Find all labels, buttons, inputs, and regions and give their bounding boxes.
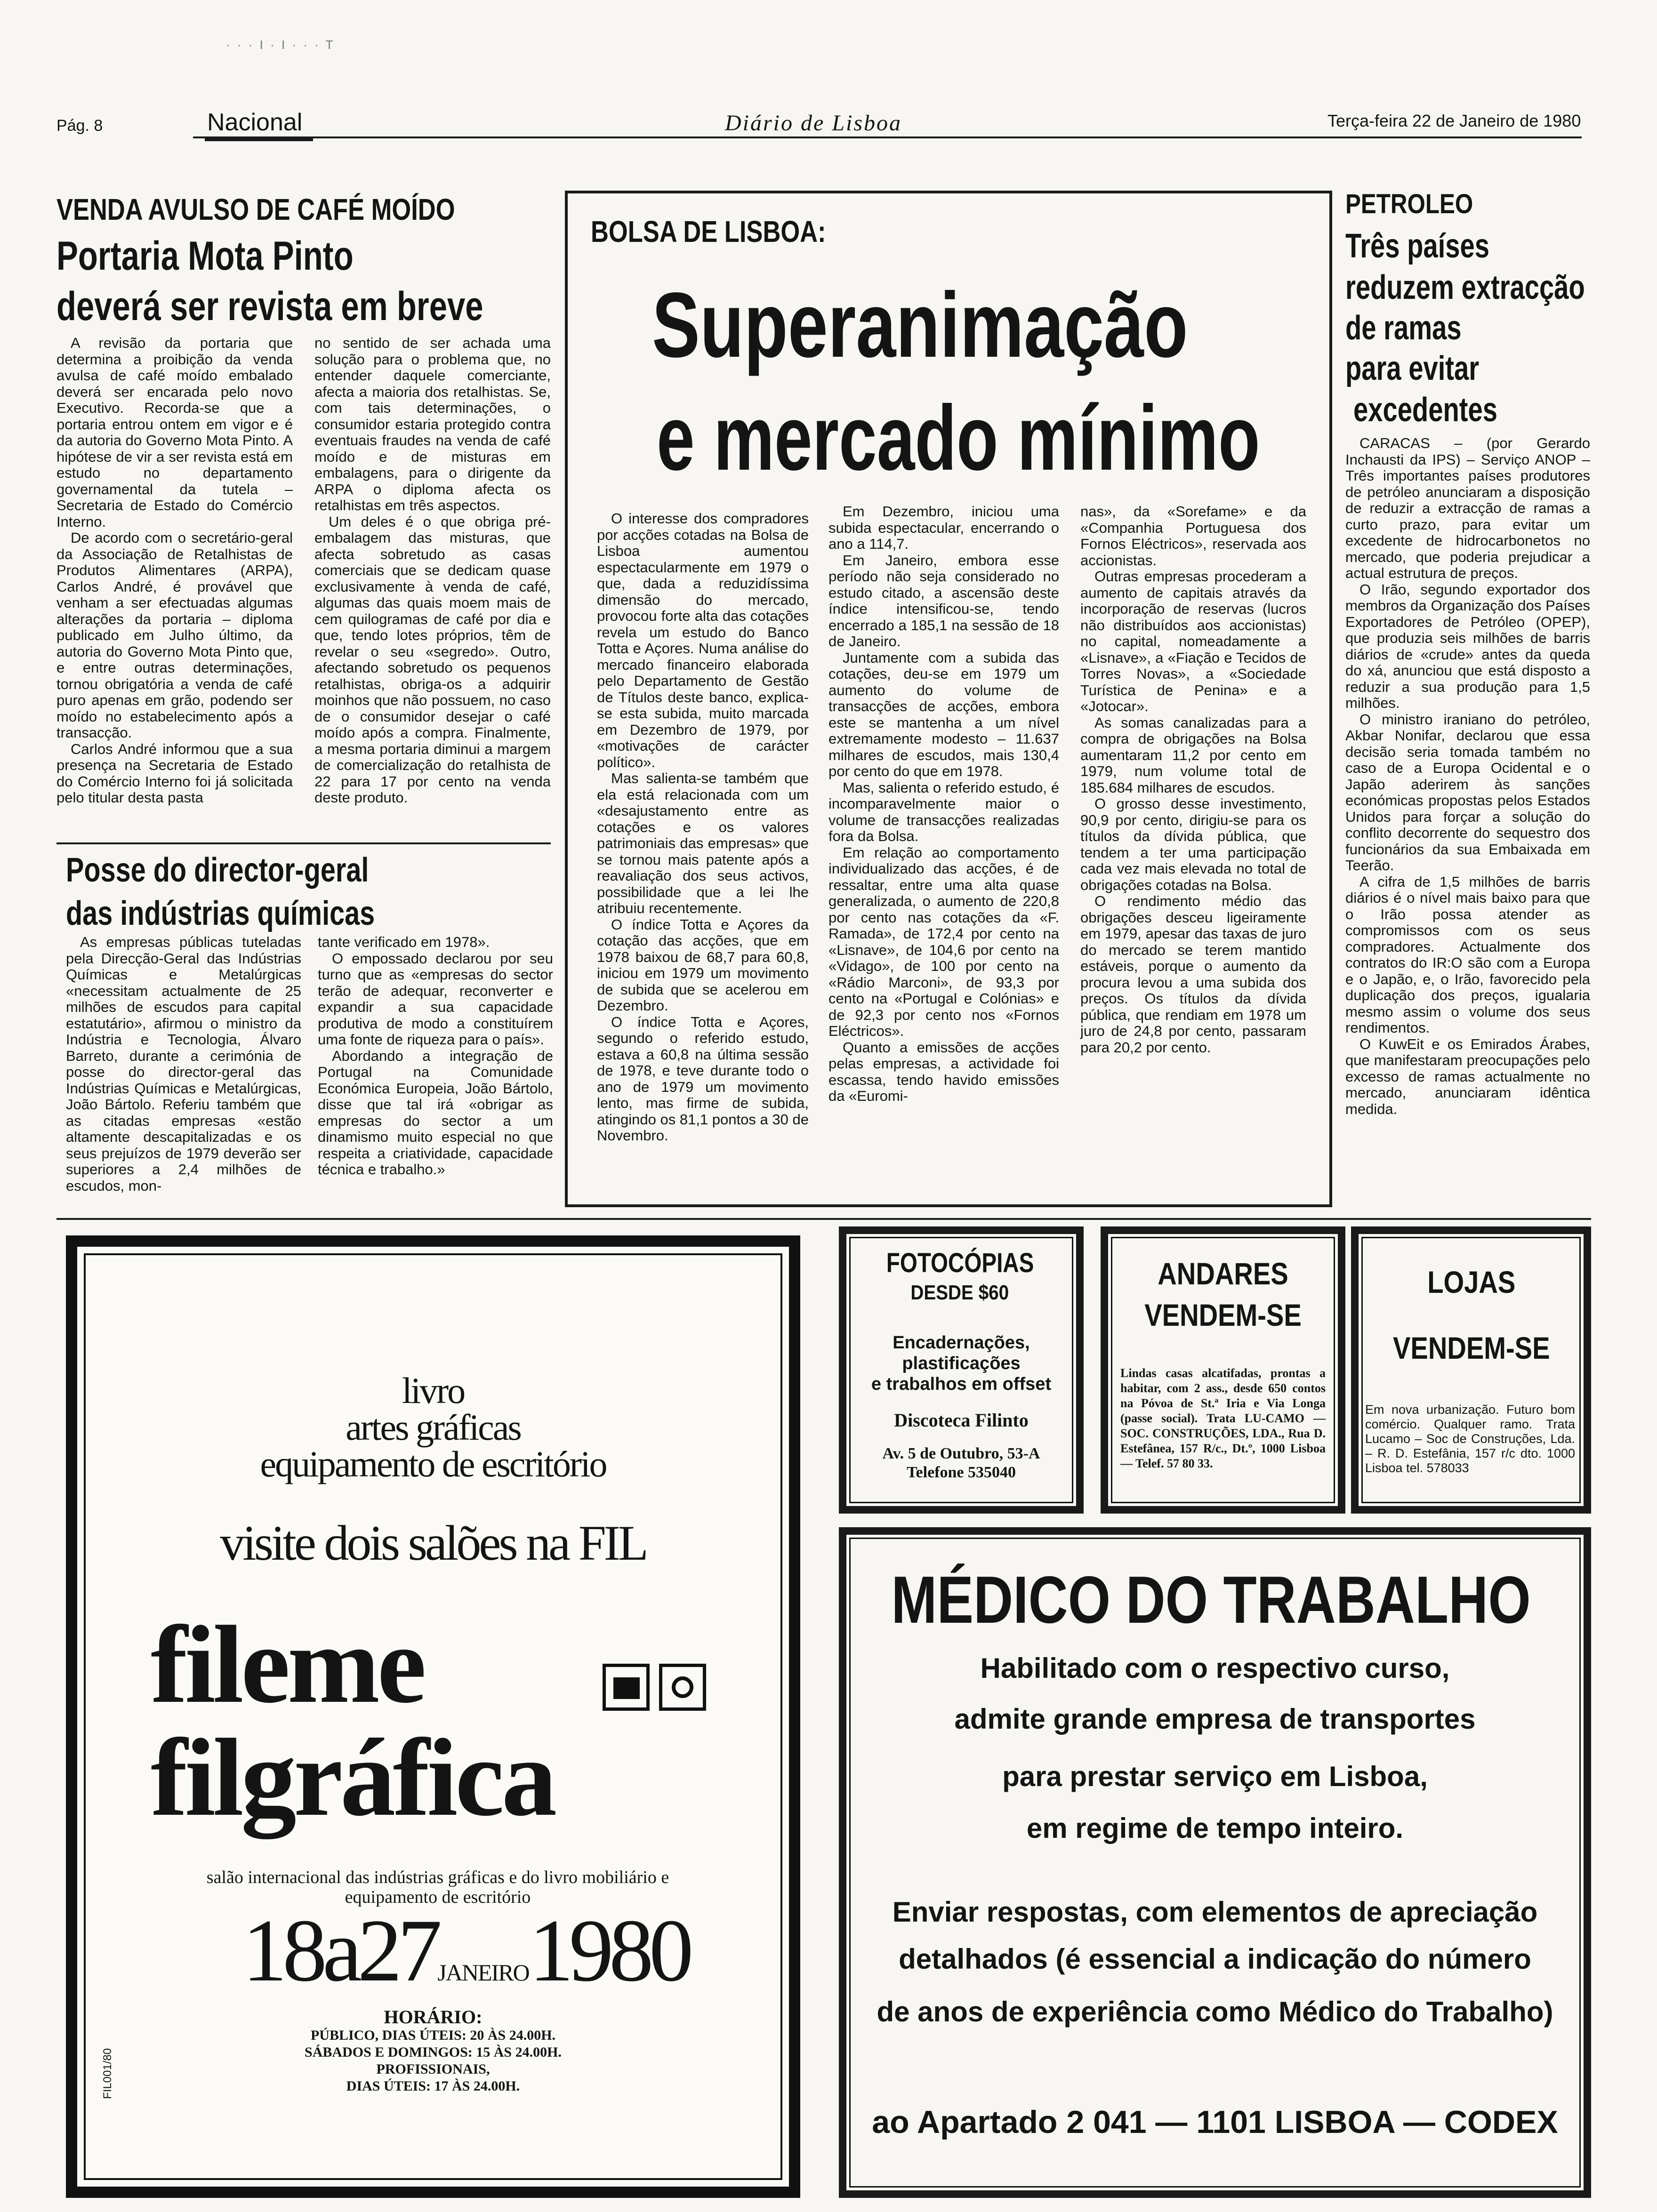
paragraph: As somas canalizadas para a compra de obrigações na Bolsa aumentaram 11,2 por cento em 1979, num volume total de 185.684 milhares de escudos.: [1080, 714, 1306, 796]
paragraph: O rendimento médio das obrigações desceu ligeiramente em 1979, apesar das taxas de juro do mercado se terem mantido estáveis, porque o aumento da procura levou a uma subida dos preços. Os títulos da dívida pública, que rendiam em 1978 um juro de 24,8 por cento, passaram para 20,2 por cento.: [1080, 893, 1306, 1056]
paragraph: O grosso desse investimento, 90,9 por cento, dirigiu-se para os títulos da dívida pública, que tendem a ter uma participação cada vez mais elevada no total de obrigações cotadas na Bolsa.: [1080, 795, 1306, 893]
horario-line: PÚBLICO, DIAS ÚTEIS: 20 ÀS 24.00H.: [310, 2028, 556, 2043]
section-underline: [205, 137, 313, 141]
filgrafica-line-3: equipamento de escritório: [260, 1443, 606, 1484]
andares-text: Lindas casas alcatifadas, prontas a habitar, com 2 ass., desde 650 contos na Póvoa de St.ª Iria e Via Longa (passe social). Trata LU-CAMO — SOC. CONSTRUÇÕES, LDA., Rua D. Estefânea, 157 R/c., Dt.º, 1000 Lisboa — Telef. 57 80 33.: [1120, 1366, 1326, 1470]
year: 1980: [529, 1901, 689, 2000]
paragraph: Em Janeiro, embora esse período não seja considerado no estudo citado, a ascensão deste índice intensificou-se, tendo encerrado a 185,1 na sessão de 18 de Janeiro.: [828, 552, 1059, 649]
lojas-text: Em nova urbanização. Futuro bom comércio. Qualquer ramo. Trata Lucamo – Soc de Construções, Lda. – R. D. Estefânia, 157 r/c dto. 1000 Lisboa tel. 578033: [1365, 1403, 1575, 1475]
fotocopias-phone: Telefone 535040: [906, 1464, 1016, 1481]
petroleo-headline-1: Três países: [1345, 227, 1489, 265]
horario-line: DIAS ÚTEIS: 17 ÀS 24.00H.: [346, 2078, 520, 2094]
paragraph: O KuwEit e os Emirados Árabes, que manifestaram preocupações pelo excesso de ramas actualmente no mercado, anunciaram idêntica medida.: [1345, 1035, 1590, 1117]
medico-line: admite grande empresa de transportes: [954, 1703, 1476, 1735]
medico-address: ao Apartado 2 041 — 1101 LISBOA — CODEX: [872, 2104, 1558, 2140]
paragraph: Em relação ao comportamento individualizado das acções, é de ressaltar, entre uma alta quase generalizada, o aumento de 220,8 por cento nas cotações da «F. Ramada», de 172,4 por cento na «Lisnave», de 104,6 por cento na «Vidago», de 100 por cento na «Rádio Marconi», de 93,3 por cento na «Portugal e Colónias» e de 92,3 por cento nos «Fornos Eléctricos».: [828, 844, 1059, 1039]
filgrafica-subtitle: salão internacional das indústrias gráficas e do livro mobiliário e equipamento de escritório: [206, 1867, 669, 1907]
paragraph: Quanto a emissões de acções pelas empresas, a actividade foi escassa, tendo havido emissões da «Euromi-: [828, 1039, 1059, 1104]
fotocopias-service: e trabalhos em offset: [871, 1374, 1052, 1394]
paragraph: O interesse dos compradores por acções cotadas na Bolsa de Lisboa aumentou espectacularmente em 1979 o que, dada a reduzidíssima dimensão do mercado, provocou forte alta das cotações revela um estudo do Banco Totta e Açores. Numa análise do mercado financeiro elaborada pelo Departamento de Gestão de Títulos deste banco, explica-se esta subida, muito marcada em Dezembro de 1979, por «motivações de carácter político».: [597, 510, 809, 770]
petroleo-kicker: PETROLEO: [1345, 189, 1473, 219]
andares-title-2: VENDEM-SE: [1144, 1298, 1302, 1332]
filgrafica-brand-1: fileme: [151, 1603, 424, 1726]
section-name: Nacional: [207, 109, 303, 136]
month: JANEIRO: [437, 1959, 529, 1986]
lojas-title-1: LOJAS: [1427, 1265, 1516, 1299]
paragraph: As empresas públicas tuteladas pela Direcção-Geral das Indústrias Químicas e Metalúrgicas «necessitam actualmente de 25 milhões de escudos para capital estatutário», afirmou o ministro da Indústria e Tecnologia, Álvaro Barreto, durante a cerimónia de posse do director-geral das Indústrias Químicas e Metalúrgicas, João Bártolo. Referiu também que as citadas empresas «estão altamente descapitalizadas e os seus prejuízos de 1979 deverão ser superiores a 2,4 milhões de escudos, mon-: [66, 934, 301, 1194]
rule: [56, 842, 551, 844]
medico-title: MÉDICO DO TRABALHO: [891, 1563, 1531, 1637]
bolsa-kicker: BOLSA DE LISBOA:: [591, 215, 826, 248]
posse-headline-1: Posse do director-geral: [66, 851, 369, 889]
horario-title: HORÁRIO:: [384, 2006, 483, 2028]
filgrafica-brand-2: filgráfica: [151, 1716, 555, 1839]
posse-column-1: [66, 934, 301, 1194]
fotocopias-shop: Discoteca Filinto: [894, 1410, 1029, 1431]
date-range: 18a27: [242, 1901, 438, 2000]
bolsa-headline-1: Superanimação: [652, 273, 1188, 377]
fotocopias-service: Encadernações,: [893, 1333, 1030, 1353]
paragraph: Abordando a integração de Portugal na Comunidade Económica Europeia, João Bártolo, disse que tal irá «obrigar as empresas do sector a um dinamismo muito especial no que respeita a criatividade, capacidade técnica e trabalho.»: [318, 1047, 553, 1178]
petroleo-column: [1345, 435, 1590, 1117]
paragraph: Mas, salienta o referido estudo, é incomparavelmente maior o volume de transacções realizadas fora da Bolsa.: [828, 779, 1059, 844]
petroleo-headline-4: para evitar: [1345, 350, 1480, 387]
medico-line: em regime de tempo inteiro.: [1026, 1812, 1404, 1844]
petroleo-headline-2: reduzem extracção: [1345, 269, 1585, 306]
fotocopias-address: Av. 5 de Outubro, 53-A: [882, 1445, 1040, 1462]
paragraph: Juntamente com a subida das cotações, deu-se em 1979 um aumento do volume de transacções de acções, embora este se mantenha a um nível extremamente modesto – 11.637 milhares de escudos, mais 130,4 por cento do que em 1978.: [828, 649, 1059, 779]
paragraph: tante verificado em 1978».: [318, 934, 490, 950]
filgrafica-visit: visite dois salões na FIL: [220, 1515, 646, 1571]
paragraph: Carlos André informou que a sua presença na Secretaria de Estado do Comércio Interno foi já solicitada pelo titular desta pasta: [56, 740, 293, 806]
horario-line: SÁBADOS E DOMINGOS: 15 ÀS 24.00H.: [305, 2044, 562, 2060]
medico-apply: detalhados (é essencial a indicação do número: [899, 1943, 1531, 1975]
filgrafica-logo-1: [603, 1664, 650, 1711]
cafe-headline-1: Portaria Mota Pinto: [56, 233, 354, 279]
issue-date: Terça-feira 22 de Janeiro de 1980: [1327, 111, 1581, 130]
lojas-title-2: VENDEM-SE: [1392, 1330, 1550, 1365]
paragraph: O ministro iraniano do petróleo, Akbar Nonifar, declarou que essa decisão seria tomada também no caso de a Europa Ocidental e o Japão aderirem às sanções económicas propostas pelos Estados Unidos para forçar a solução do conflito decorrente do sequestro dos funcionários da sua Embaixada em Teerão.: [1345, 711, 1590, 874]
filgrafica-code: FIL001/80: [101, 2048, 114, 2099]
posse-headline-2: das indústrias químicas: [66, 895, 375, 932]
page-number: Pág. 8: [56, 117, 103, 135]
paragraph: O empossado declarou por seu turno que as «empresas do sector terão de adequar, reconverter e expandir a sua capacidade produtiva de modo a constituírem uma fonte de riqueza para o país».: [318, 950, 553, 1048]
bolsa-column-2: [828, 504, 1059, 1105]
fotocopias-price: DESDE $60: [910, 1281, 1009, 1304]
bolsa-column-3: [1080, 504, 1306, 1056]
fotocopias-title: FOTOCÓPIAS: [886, 1248, 1034, 1278]
paragraph: Um deles é o que obriga pré-embalagem das misturas, que afecta sobretudo as casas comerciais que se dedicam quase exclusivamente à venda de café, algumas das quais moem mais de cem quilogramas de café por dia e que, tendo lotes próprios, têm de revelar o seu «segredo». Outro, afectando sobretudo os pequenos retalhistas, obriga-os a adquirir moinhos que não possuem, no caso de o consumidor desejar o café moído após a compra. Finalmente, a mesma portaria diminui a margem de comercialização do retalhista de 22 para 17 por cento na venda deste produto.: [314, 513, 551, 806]
medico-apply: de anos de experiência como Médico do Trabalho): [877, 1996, 1553, 2028]
paragraph: O índice Totta e Açores, segundo o referido estudo, estava a 60,8 na última sessão de 1978, e teve durante todo o ano de 1979 um movimento lento, mas firme de subida, atingindo os 81,1 pontos a 30 de Novembro.: [597, 1013, 809, 1144]
cafe-kicker: VENDA AVULSO DE CAFÉ MOÍDO: [56, 192, 455, 226]
cafe-column-1: [56, 335, 293, 806]
paragraph: O índice Totta e Açores da cotação das acções, que em 1978 baixou de 68,7 para 60,8, iniciou em 1979 um movimento de subida que se acelerou em Dezembro.: [597, 916, 809, 1014]
stray-marks: · · · I · I · · · T: [226, 38, 335, 52]
horario-line: PROFISSIONAIS,: [376, 2061, 490, 2077]
paragraph: O Irão, segundo exportador dos membros da Organização dos Países Exportadores de Petróleo (OPEP), que produzia seis milhões de barris diários de «crude» antes da queda do xá, anunciou que está disposto a reduzir a sua produção para 1,5 milhões.: [1345, 581, 1590, 711]
filgrafica-logo-2: [659, 1664, 706, 1711]
paragraph: CARACAS – (por Gerardo Inchausti da IPS) – Serviço ANOP – Três importantes países produtores de petróleo anunciaram a disposição de reduzir a extracção de ramas a curto prazo, para evitar um excedente de hidrocarbonetos no mercado, que poderia prejudicar a actual estrutura de preços.: [1345, 435, 1590, 581]
logo-shape: [613, 1677, 640, 1699]
paragraph: Outras empresas procederam a aumento de capitais através da incorporação de reservas (lucros não distribuídos aos accionistas) no capital, nomeadamente a «Lisnave», a «Fiação e Tecidos de Torres Novas», a «Sociedade Turística de Penina» e a «Jotocar».: [1080, 568, 1306, 714]
bolsa-headline-2: e mercado mínimo: [657, 386, 1260, 489]
logo-shape: [672, 1676, 693, 1698]
andares-title-1: ANDARES: [1158, 1256, 1288, 1291]
paragraph: Em Dezembro, iniciou uma subida espectacular, encerrando o ano a 114,7.: [828, 503, 1059, 552]
paragraph: A revisão da portaria que determina a proibição da venda avulsa de café moído embalado deverá ser encarada pelo novo Executivo. Recorda-se que a portaria entrou ontem em vigor e é da autoria do Governo Mota Pinto. A hipótese de vir a ser revista está em estudo no departamento governamental da tutela – Secretaria de Estado do Comércio Interno.: [56, 335, 293, 530]
fotocopias-service: plastificações: [902, 1354, 1021, 1373]
filgrafica-line-1: livro: [402, 1370, 465, 1411]
medico-line: para prestar serviço em Lisboa,: [1002, 1761, 1428, 1792]
filgrafica-dates: [242, 1901, 689, 2000]
paragraph: Mas salienta-se também que ela está relacionada com um «desajustamento entre as cotações e os valores patrimoniais das empresas» que se tornou mais patente após a reavaliação dos seus activos, possibilidade que a lei lhe atribuiu recentemente.: [597, 770, 809, 916]
medico-apply: Enviar respostas, com elementos de apreciação: [892, 1896, 1538, 1928]
paragraph: De acordo com o secretário-geral da Associação de Retalhistas de Produtos Alimentares (ARPA), Carlos André, é provável que venham a ser efectuadas algumas alterações da portaria – diploma publicado em Julho último, da autoria do Governo Mota Pinto que, e entre outras determinações, tornou obrigatória a venda de café puro apenas em grão, podendo ser moído no estabelecimento após a transacção.: [56, 529, 293, 741]
cafe-headline-2: deverá ser revista em breve: [56, 284, 483, 329]
header-rule: [193, 136, 1582, 138]
medico-line: Habilitado com o respectivo curso,: [980, 1652, 1450, 1684]
section-rule: [56, 1218, 1591, 1220]
petroleo-headline-5: excedentes: [1353, 391, 1497, 429]
paragraph: nas», da «Sorefame» e da «Companhia Portuguesa dos Fornos Eléctricos», reservada aos accionistas.: [1080, 503, 1306, 569]
bolsa-column-1: [597, 511, 809, 1144]
filgrafica-line-2: artes gráficas: [346, 1407, 521, 1448]
paragraph: A cifra de 1,5 milhões de barris diários é o nível mais baixo para que o Irão possa atender as compromissos com os seus compradores. Actualmente dos contratos do IR:O são com a Europa e o Japão, e, o Irão, favorecido pela duplicação dos preços, igualaria mesmo assim o volume dos seus rendimentos.: [1345, 873, 1590, 1036]
paragraph: no sentido de ser achada uma solução para o problema que, no entender daquele comerciante, afecta a maioria dos retalhistas. Se, com tais determinações, o consumidor estaria protegido contra eventuais fraudes na venda de café moído e de misturas em embalagens, para o dirigente da ARPA o diploma afecta os retalhistas em três aspectos.: [314, 335, 551, 513]
cafe-column-2: [314, 335, 551, 806]
newspaper-name: Diário de Lisboa: [725, 111, 902, 136]
petroleo-headline-3: de ramas: [1345, 309, 1462, 347]
posse-column-2: [318, 934, 553, 1178]
